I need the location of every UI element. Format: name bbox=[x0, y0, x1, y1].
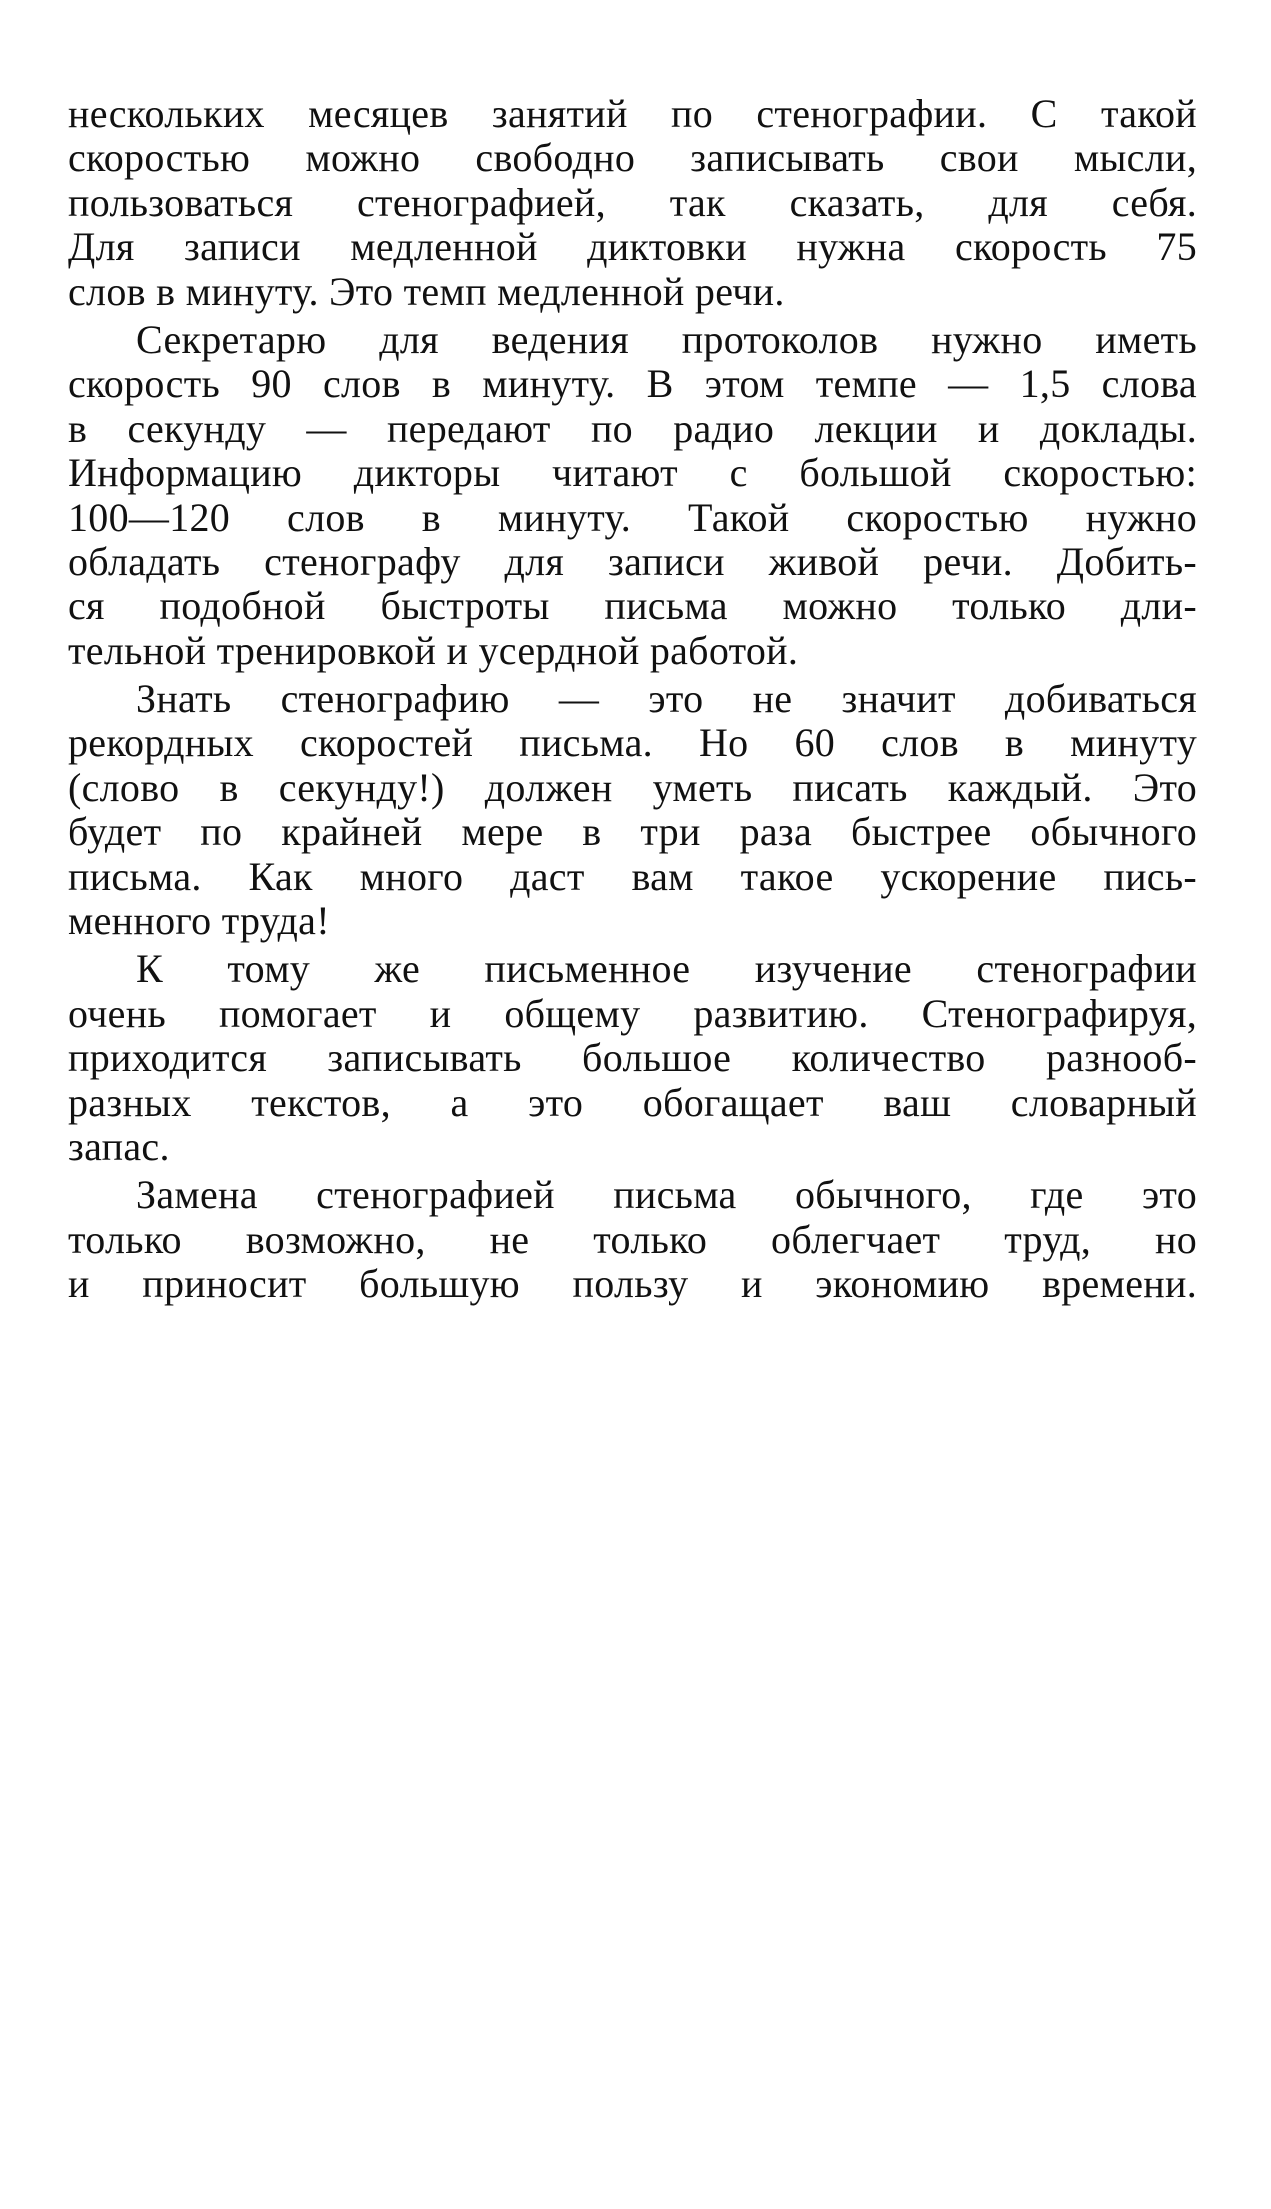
text-line: приходится записывать большое количество разнооб- bbox=[68, 1035, 1197, 1081]
text-line: Знать стенографию — это не значит добиваться bbox=[136, 676, 1197, 722]
text-line: обладать стенографу для записи живой речи. Добить- bbox=[68, 538, 1197, 584]
text-line: нескольких месяцев занятий по стенографии. С такой bbox=[68, 91, 1197, 136]
text-line: будет по крайней мере в три раза быстрее обычного bbox=[68, 809, 1197, 855]
paragraph-5 bbox=[68, 1173, 1197, 1306]
text-line: ся подобной быстроты письма можно только дли- bbox=[68, 583, 1197, 629]
text-line: К тому же письменное изучение стенографии bbox=[136, 946, 1197, 992]
text-line: Замена стенографией письма обычного, где это bbox=[136, 1172, 1197, 1218]
paragraph-4 bbox=[68, 947, 1197, 1169]
paragraph-2 bbox=[68, 318, 1197, 673]
paragraph-1 bbox=[68, 92, 1197, 314]
text-line: и приносит большую пользу и экономию времени. bbox=[68, 1261, 1197, 1307]
text-line: скоростью можно свободно записывать свои мысли, bbox=[68, 135, 1197, 181]
text-line: 100—120 слов в минуту. Такой скоростью нужно bbox=[68, 494, 1197, 540]
text-line: Секретарю для ведения протоколов нужно иметь bbox=[136, 316, 1197, 362]
text-line: менного труда! bbox=[68, 898, 330, 944]
text-line: Для записи медленной диктовки нужна скорость 75 bbox=[68, 224, 1197, 270]
text-line: письма. Как много даст вам такое ускорение пись- bbox=[68, 853, 1197, 899]
text-line: пользоваться стенографией, так сказать, для себя. bbox=[68, 179, 1197, 225]
text-line: (слово в секунду!) должен уметь писать каждый. Это bbox=[68, 764, 1197, 810]
paragraph-3 bbox=[68, 677, 1197, 943]
text-line: рекордных скоростей письма. Но 60 слов в минуту bbox=[68, 720, 1197, 766]
document-text bbox=[68, 92, 1197, 1311]
text-line: тельной тренировкой и усердной работой. bbox=[68, 627, 799, 673]
text-line: в секунду — передают по радио лекции и доклады. bbox=[68, 405, 1197, 451]
text-line: запас. bbox=[68, 1123, 170, 1169]
text-line: только возможно, не только облегчает труд, но bbox=[68, 1216, 1197, 1262]
text-line: слов в минуту. Это темп медленной речи. bbox=[68, 268, 785, 314]
text-line: очень помогает и общему развитию. Стенографируя, bbox=[68, 990, 1197, 1036]
text-line: Информацию дикторы читают с большой скоростью: bbox=[68, 450, 1197, 496]
text-line: скорость 90 слов в минуту. В этом темпе — 1,5 слова bbox=[68, 361, 1197, 407]
text-line: разных текстов, а это обогащает ваш словарный bbox=[68, 1079, 1197, 1125]
